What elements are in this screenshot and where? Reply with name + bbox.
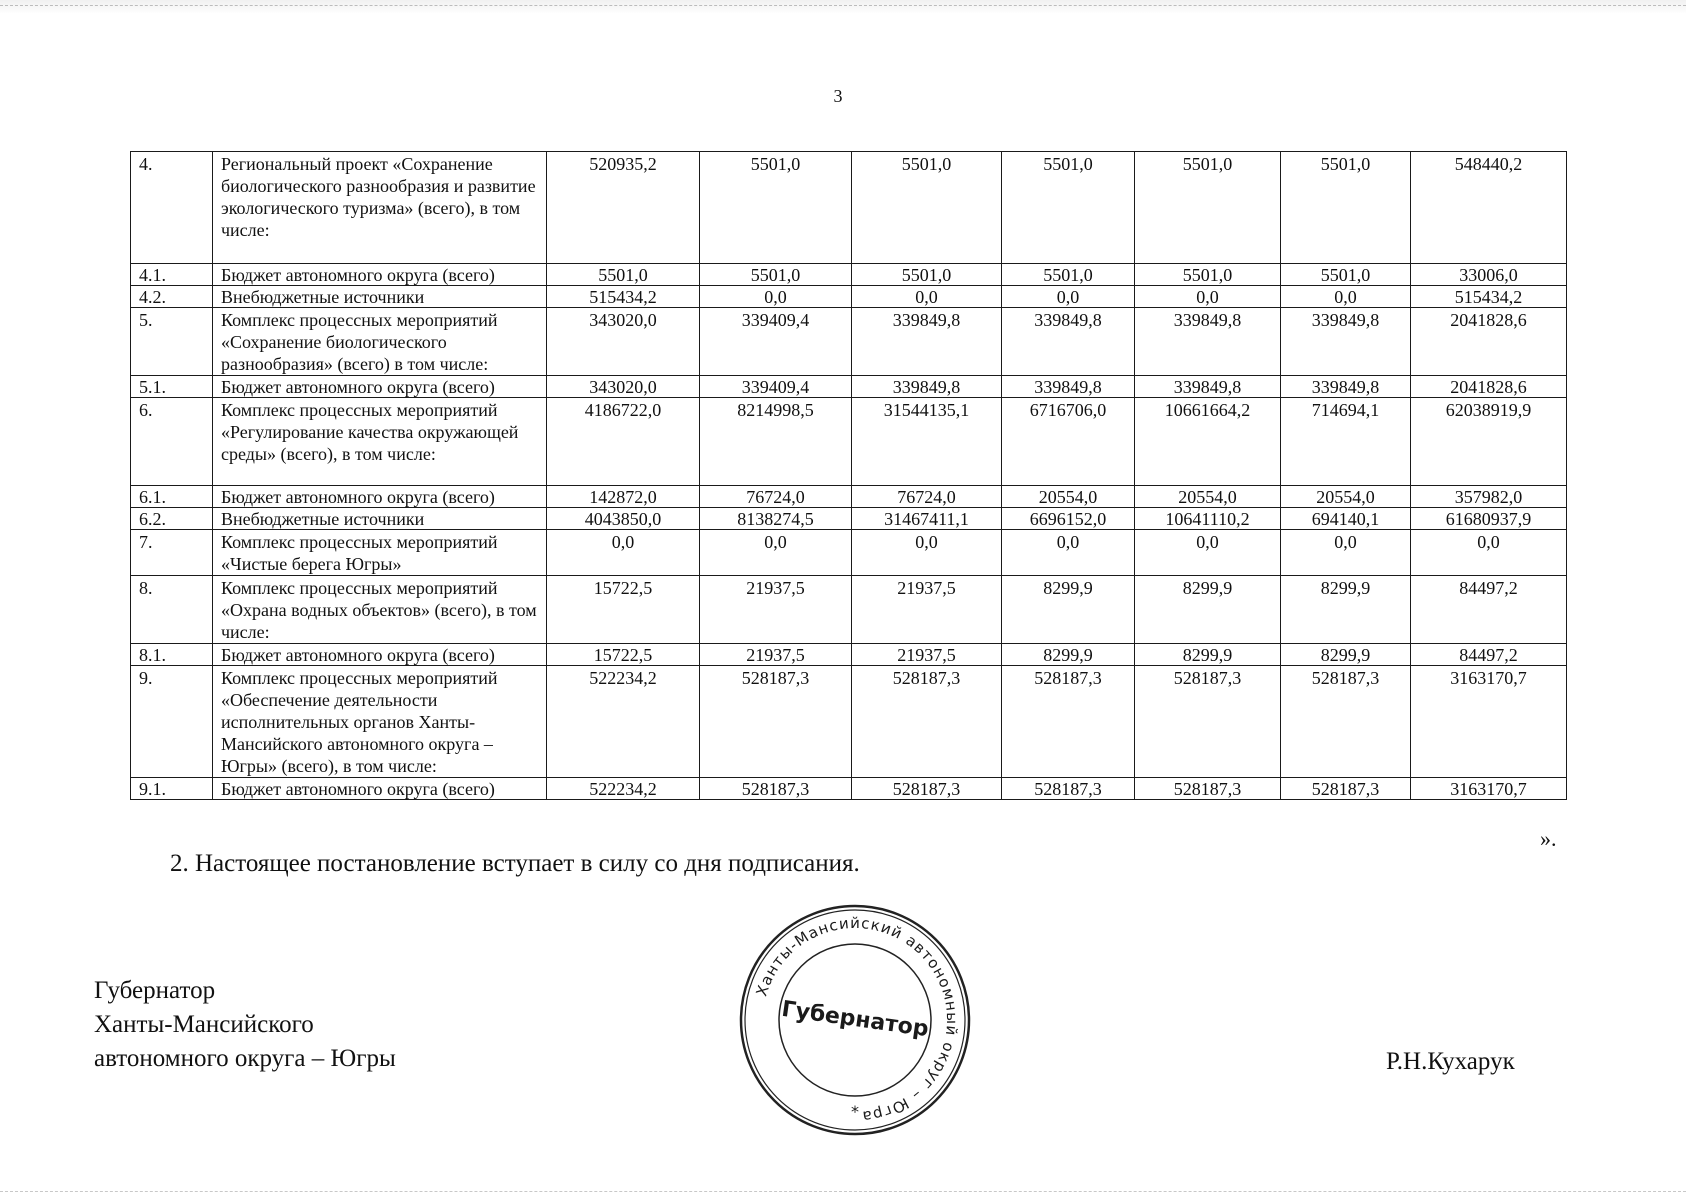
scan-edge-bottom <box>0 1191 1686 1200</box>
row-value: 357982,0 <box>1411 486 1567 508</box>
row-value: 339849,8 <box>1135 376 1281 398</box>
row-value: 15722,5 <box>547 576 700 644</box>
row-value: 548440,2 <box>1411 152 1567 264</box>
scan-edge-top <box>0 0 1686 14</box>
row-description: Бюджет автономного округа (всего) <box>213 486 547 508</box>
row-value: 20554,0 <box>1002 486 1135 508</box>
row-value: 528187,3 <box>852 666 1002 778</box>
table-row <box>131 530 1567 576</box>
row-number: 8.1. <box>131 644 213 666</box>
row-value: 3163170,7 <box>1411 778 1567 800</box>
row-value: 142872,0 <box>547 486 700 508</box>
row-value: 20554,0 <box>1281 486 1411 508</box>
row-value: 515434,2 <box>1411 286 1567 308</box>
row-number: 6.2. <box>131 508 213 530</box>
row-value: 5501,0 <box>852 264 1002 286</box>
table-row <box>131 508 1567 530</box>
row-value: 528187,3 <box>1135 778 1281 800</box>
row-value: 8299,9 <box>1002 644 1135 666</box>
row-number: 5.1. <box>131 376 213 398</box>
row-value: 33006,0 <box>1411 264 1567 286</box>
row-value: 21937,5 <box>700 576 852 644</box>
row-value: 0,0 <box>547 530 700 576</box>
row-value: 339849,8 <box>1281 308 1411 376</box>
row-value: 343020,0 <box>547 308 700 376</box>
row-value: 31544135,1 <box>852 398 1002 486</box>
row-description: Комплекс процессных мероприятий «Сохранение биологического разнообразия» (всего) в том числе: <box>213 308 547 376</box>
row-value: 10661664,2 <box>1135 398 1281 486</box>
table-row <box>131 152 1567 264</box>
row-value: 714694,1 <box>1281 398 1411 486</box>
seal-star: * <box>851 1102 859 1121</box>
row-value: 339849,8 <box>1135 308 1281 376</box>
row-value: 343020,0 <box>547 376 700 398</box>
row-value: 522234,2 <box>547 666 700 778</box>
row-value: 2041828,6 <box>1411 308 1567 376</box>
seal-graphic <box>738 903 972 1137</box>
row-description: Внебюджетные источники <box>213 286 547 308</box>
row-value: 5501,0 <box>1002 152 1135 264</box>
row-value: 528187,3 <box>700 666 852 778</box>
row-description: Бюджет автономного округа (всего) <box>213 264 547 286</box>
row-value: 5501,0 <box>1281 152 1411 264</box>
table-row <box>131 778 1567 800</box>
table-body <box>131 152 1567 800</box>
signature-title-line: автономного округа – Югры <box>94 1045 396 1072</box>
row-value: 5501,0 <box>1002 264 1135 286</box>
row-number: 7. <box>131 530 213 576</box>
table-row <box>131 576 1567 644</box>
row-value: 2041828,6 <box>1411 376 1567 398</box>
clause-text: 2. Настоящее постановление вступает в силу со дня подписания. <box>170 850 860 877</box>
row-value: 8299,9 <box>1002 576 1135 644</box>
row-value: 0,0 <box>1411 530 1567 576</box>
table-row <box>131 398 1567 486</box>
row-value: 339849,8 <box>852 308 1002 376</box>
closing-quote: ». <box>1540 826 1557 851</box>
row-value: 0,0 <box>1135 530 1281 576</box>
row-description: Комплекс процессных мероприятий «Регулирование качества окружающей среды» (всего), в том числе: <box>213 398 547 486</box>
row-value: 21937,5 <box>852 644 1002 666</box>
signature-title-line: Ханты-Мансийского <box>94 1011 314 1038</box>
row-value: 15722,5 <box>547 644 700 666</box>
row-description: Комплекс процессных мероприятий «Обеспечение деятельности исполнительных органов Ханты-Мансийского автономного округа – Югры» (всего), в том числе: <box>213 666 547 778</box>
row-value: 528187,3 <box>1281 666 1411 778</box>
row-value: 8299,9 <box>1281 644 1411 666</box>
row-value: 76724,0 <box>852 486 1002 508</box>
row-value: 21937,5 <box>852 576 1002 644</box>
row-value: 5501,0 <box>1135 264 1281 286</box>
row-value: 5501,0 <box>700 264 852 286</box>
official-seal <box>738 903 972 1137</box>
table-row <box>131 308 1567 376</box>
page-number: 3 <box>833 86 843 106</box>
row-value: 84497,2 <box>1411 644 1567 666</box>
row-description: Внебюджетные источники <box>213 508 547 530</box>
row-value: 0,0 <box>1002 286 1135 308</box>
row-value: 0,0 <box>1002 530 1135 576</box>
row-value: 0,0 <box>1281 530 1411 576</box>
table-row <box>131 376 1567 398</box>
row-value: 339409,4 <box>700 308 852 376</box>
row-value: 515434,2 <box>547 286 700 308</box>
row-value: 0,0 <box>700 530 852 576</box>
table-row <box>131 644 1567 666</box>
table-row <box>131 264 1567 286</box>
row-value: 8138274,5 <box>700 508 852 530</box>
row-description: Комплекс процессных мероприятий «Охрана водных объектов» (всего), в том числе: <box>213 576 547 644</box>
row-value: 4186722,0 <box>547 398 700 486</box>
row-value: 31467411,1 <box>852 508 1002 530</box>
table-row <box>131 666 1567 778</box>
row-value: 6696152,0 <box>1002 508 1135 530</box>
row-value: 20554,0 <box>1135 486 1281 508</box>
row-description: Региональный проект «Сохранение биологического разнообразия и развитие экологического туризма» (всего), в том числе: <box>213 152 547 264</box>
row-number: 5. <box>131 308 213 376</box>
row-number: 6.1. <box>131 486 213 508</box>
row-value: 3163170,7 <box>1411 666 1567 778</box>
row-description: Бюджет автономного округа (всего) <box>213 644 547 666</box>
row-number: 8. <box>131 576 213 644</box>
row-value: 8299,9 <box>1135 644 1281 666</box>
row-value: 528187,3 <box>852 778 1002 800</box>
table-row <box>131 486 1567 508</box>
row-value: 5501,0 <box>1281 264 1411 286</box>
row-number: 4. <box>131 152 213 264</box>
row-value: 528187,3 <box>1281 778 1411 800</box>
row-value: 0,0 <box>852 286 1002 308</box>
row-value: 339849,8 <box>1281 376 1411 398</box>
row-value: 0,0 <box>1135 286 1281 308</box>
row-value: 8299,9 <box>1135 576 1281 644</box>
row-value: 5501,0 <box>547 264 700 286</box>
row-value: 520935,2 <box>547 152 700 264</box>
row-description: Бюджет автономного округа (всего) <box>213 778 547 800</box>
row-value: 6716706,0 <box>1002 398 1135 486</box>
row-number: 4.2. <box>131 286 213 308</box>
row-value: 5501,0 <box>700 152 852 264</box>
row-value: 528187,3 <box>1002 666 1135 778</box>
row-value: 339849,8 <box>852 376 1002 398</box>
row-value: 61680937,9 <box>1411 508 1567 530</box>
row-value: 0,0 <box>1281 286 1411 308</box>
row-value: 8214998,5 <box>700 398 852 486</box>
row-value: 0,0 <box>700 286 852 308</box>
row-value: 5501,0 <box>852 152 1002 264</box>
seal-center-text: Губернатор <box>780 996 931 1043</box>
table-row <box>131 286 1567 308</box>
row-value: 76724,0 <box>700 486 852 508</box>
row-number: 6. <box>131 398 213 486</box>
signer-name: Р.Н.Кухарук <box>1386 1048 1515 1075</box>
row-value: 339849,8 <box>1002 308 1135 376</box>
row-description: Комплекс процессных мероприятий «Чистые берега Югры» <box>213 530 547 576</box>
row-value: 8299,9 <box>1281 576 1411 644</box>
row-value: 522234,2 <box>547 778 700 800</box>
seal-ring-text: Ханты-Мансийский автономный округ – Югра <box>752 913 962 1126</box>
signature-title-line: Губернатор <box>94 977 216 1004</box>
row-value: 528187,3 <box>1135 666 1281 778</box>
row-value: 339409,4 <box>700 376 852 398</box>
row-number: 4.1. <box>131 264 213 286</box>
row-value: 339849,8 <box>1002 376 1135 398</box>
row-value: 528187,3 <box>1002 778 1135 800</box>
row-description: Бюджет автономного округа (всего) <box>213 376 547 398</box>
row-value: 0,0 <box>852 530 1002 576</box>
row-value: 694140,1 <box>1281 508 1411 530</box>
row-value: 5501,0 <box>1135 152 1281 264</box>
row-value: 62038919,9 <box>1411 398 1567 486</box>
row-value: 4043850,0 <box>547 508 700 530</box>
row-value: 21937,5 <box>700 644 852 666</box>
budget-table <box>130 151 1567 800</box>
row-value: 10641110,2 <box>1135 508 1281 530</box>
signature-title <box>94 974 396 1076</box>
row-value: 528187,3 <box>700 778 852 800</box>
row-number: 9. <box>131 666 213 778</box>
row-value: 84497,2 <box>1411 576 1567 644</box>
row-number: 9.1. <box>131 778 213 800</box>
